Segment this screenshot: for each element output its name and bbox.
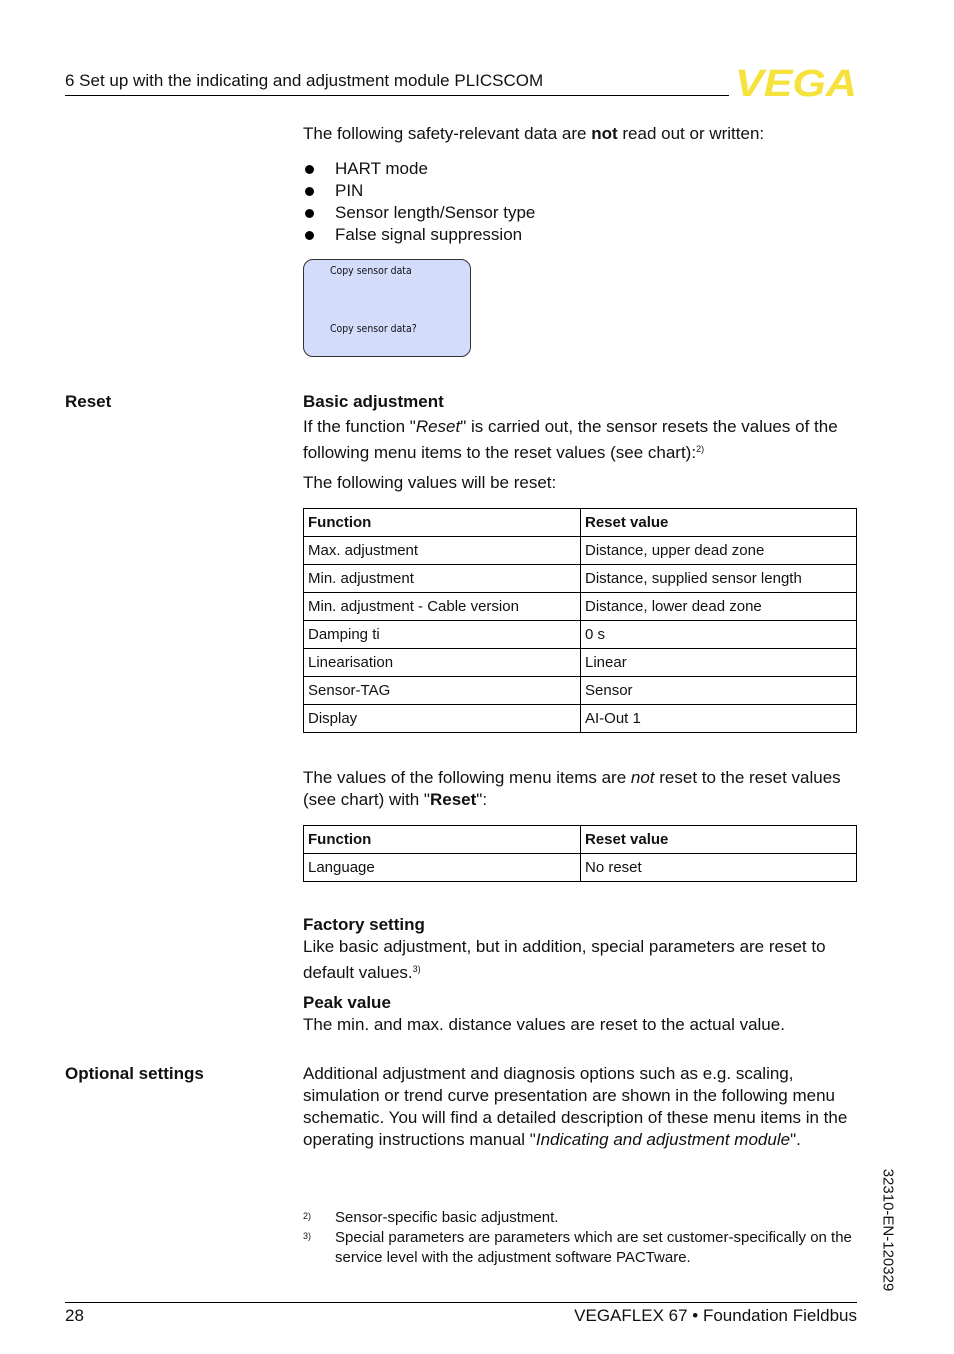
table-header-row	[304, 826, 857, 854]
basic-adjustment-heading: Basic adjustment	[303, 392, 444, 411]
list-item: Sensor length/Sensor type	[303, 202, 858, 224]
column-header: Reset value	[581, 509, 857, 537]
reset-paragraph: If the function "Reset" is carried out, the sensor resets the values of the following menu items to the reset values (see chart):$^{2)}$	[303, 417, 838, 462]
table-row: Min. adjustment Distance, supplied sensor length	[304, 565, 857, 593]
peak-value-text: The min. and max. distance values are reset to the actual value.	[303, 1015, 785, 1034]
vega-logo-text: VEGA	[735, 65, 857, 99]
column-header: Function	[304, 826, 581, 854]
intro-paragraph: The following safety-relevant data are not read out or written:	[303, 124, 765, 143]
document-number: 32310-EN-120329	[879, 1168, 897, 1292]
table-row: Max. adjustment Distance, upper dead zone	[304, 537, 857, 565]
vega-logo	[735, 65, 859, 99]
not-reset-paragraph: The values of the following menu items are not reset to the reset values (see chart) with "Reset":	[303, 768, 841, 809]
peak-value-heading: Peak value	[303, 993, 391, 1012]
side-label-optional-settings: Optional settings	[65, 1064, 204, 1083]
table-row: Min. adjustment - Cable version Distance, lower dead zone	[304, 593, 857, 621]
display-line-1: Copy sensor data	[330, 264, 412, 277]
side-label-reset: Reset	[65, 392, 112, 411]
table-row: Sensor-TAG Sensor	[304, 677, 857, 705]
not-reset-table	[303, 825, 857, 882]
reset-values-table	[303, 508, 857, 733]
column-header: Reset value	[581, 826, 857, 854]
product-name: VEGAFLEX 67 • Foundation Fieldbus	[574, 1306, 857, 1325]
display-screen	[303, 259, 471, 357]
factory-setting-heading: Factory setting	[303, 915, 425, 934]
list-item: HART mode	[303, 158, 858, 180]
footer-rule	[65, 1302, 857, 1303]
footnotes	[303, 1208, 858, 1268]
footnote: 2) Sensor-specific basic adjustment.	[303, 1209, 559, 1226]
table-row: Linearisation Linear	[304, 649, 857, 677]
table-row: Language No reset	[304, 854, 857, 882]
factory-setting-text: Like basic adjustment, but in addition, special parameters are reset to default values.$^{3)}$	[303, 937, 826, 982]
optional-settings-text: Additional adjustment and diagnosis options such as e.g. scaling, simulation or trend curve presentation are shown in the following menu schematic. You will find a detailed description of these menu items in the operating instructions manual "Indicating and adjustment module".	[303, 1064, 848, 1149]
section-header: 6 Set up with the indicating and adjustment module PLICSCOM	[65, 71, 544, 90]
list-item: False signal suppression	[303, 224, 858, 246]
safety-list	[303, 158, 858, 246]
page-number: 28	[65, 1306, 84, 1325]
values-intro: The following values will be reset:	[303, 473, 557, 492]
footnote: 3) Special parameters are parameters which are set customer-specifically on the service level with the adjustment software PACTware.	[303, 1229, 852, 1266]
header-rule	[65, 95, 729, 96]
column-header: Function	[304, 509, 581, 537]
table-row: Display AI-Out 1	[304, 705, 857, 733]
table-row: Damping ti 0 s	[304, 621, 857, 649]
list-item: PIN	[303, 180, 858, 202]
table-header-row	[304, 509, 857, 537]
display-line-2: Copy sensor data?	[330, 322, 417, 335]
